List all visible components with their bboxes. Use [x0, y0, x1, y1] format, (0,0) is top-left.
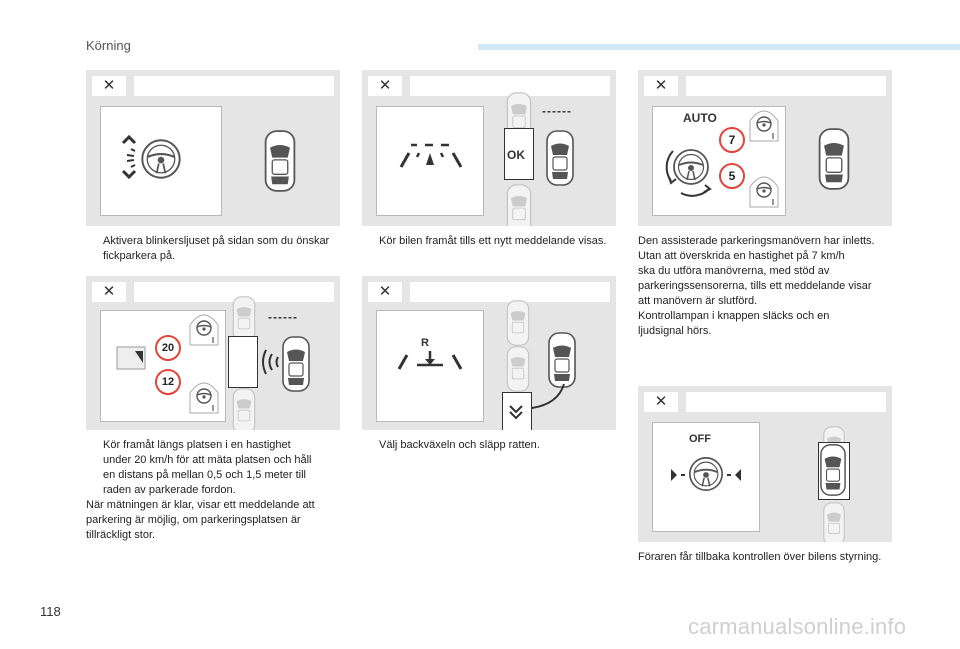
parked-car-icon: [506, 184, 532, 226]
instruction-step-3: [86, 438, 348, 498]
ok-label: OK: [507, 148, 525, 162]
page-number: 118: [40, 604, 61, 619]
measurement-dashes: ------: [268, 310, 298, 324]
car-icon: [264, 130, 296, 192]
text-line: under 20 km/h för att mäta platsen och håll: [103, 454, 312, 466]
panel-header: [638, 386, 892, 420]
text-line: ska du utföra manövrerna, med stöd av: [638, 265, 830, 277]
text-line: parkering är möjlig, om parkeringsplatsen är: [86, 514, 301, 526]
instruction-step-4: [362, 438, 616, 453]
car-icon: [548, 332, 576, 388]
close-icon: ✕: [92, 282, 126, 302]
mirror-icon: [115, 343, 149, 373]
watermark: carmanualsonline.info: [688, 614, 907, 639]
parked-car-icon: [232, 388, 256, 430]
speed-value: 12: [161, 376, 175, 388]
illustration-panel-3: [638, 70, 892, 226]
illustration-panel-1: [86, 70, 340, 226]
speed-value: 20: [161, 342, 175, 354]
chevron-down-icon: [508, 402, 524, 422]
close-icon: ✕: [92, 76, 126, 96]
step-text: Välj backväxeln och släpp ratten.: [379, 439, 540, 451]
off-label: OFF: [689, 433, 711, 445]
reverse-gear-label: R: [421, 337, 429, 349]
car-icon: [818, 128, 850, 190]
speed-value: 5: [728, 169, 736, 183]
speed-badge: [719, 163, 745, 189]
display-screen: [652, 106, 786, 216]
sensor-icon: [187, 311, 221, 351]
parking-slot: [228, 336, 258, 388]
measurement-dashes: ------: [542, 104, 572, 118]
sensor-icon: [187, 379, 221, 419]
panel-header: [638, 70, 892, 104]
parking-scene: [798, 110, 888, 226]
parked-car-icon: [822, 502, 846, 542]
text-line: När mätningen är klar, visar ett meddelande att: [86, 499, 315, 511]
parking-scene: [490, 298, 612, 430]
text-line: Utan att överskrida en hastighet på 7 km/h: [638, 250, 845, 262]
display-screen: [376, 106, 484, 216]
text-line: Föraren får tillbaka kontrollen över bilens styrning.: [638, 551, 882, 563]
illustration-panel-6: [638, 386, 892, 542]
car-icon: [282, 336, 310, 392]
released-wheel-icon: [653, 451, 759, 521]
parking-scene: [490, 92, 612, 226]
text-line: en distans på mellan 0,5 och 1,5 meter till: [103, 469, 307, 481]
parking-scene: [798, 426, 888, 542]
reverse-lane-icon: [377, 311, 483, 421]
text-line: Den assisterade parkeringsmanövern har inletts.: [638, 235, 875, 247]
text-line: raden av parkerade fordon.: [103, 484, 236, 496]
speed-badge: [719, 127, 745, 153]
illustration-panel-5: [362, 276, 616, 430]
close-icon: ✕: [368, 76, 402, 96]
sensor-icon: [747, 107, 781, 147]
step-text: Aktivera blinkersljuset på sidan som du önskar fickparkera på.: [103, 235, 330, 262]
speed-badge: [155, 369, 181, 395]
speed-badge: [155, 335, 181, 361]
speed-value: 7: [728, 133, 736, 147]
measurement-info: [86, 498, 348, 543]
display-screen: [376, 310, 484, 422]
message-field: [686, 76, 886, 96]
final-info: [638, 550, 900, 565]
text-line: Kontrollampan i knappen släcks och en: [638, 310, 830, 322]
section-title: Körning: [86, 38, 131, 53]
manoeuvre-info: [638, 234, 900, 339]
close-icon: ✕: [644, 76, 678, 96]
display-screen: [100, 310, 226, 422]
text-line: ljudsignal hörs.: [638, 325, 712, 337]
parking-scene: [246, 110, 336, 226]
parking-scene: [228, 296, 338, 430]
sensor-icon: [747, 173, 781, 213]
instruction-step-1: [86, 234, 340, 264]
lane-markings-icon: [377, 107, 483, 215]
car-icon: [546, 130, 574, 186]
panel-header: [86, 70, 340, 104]
illustration-panel-2: [362, 70, 616, 226]
car-icon: [820, 444, 846, 496]
message-field: [686, 392, 886, 412]
instruction-step-2: [362, 234, 616, 249]
section-bar: [478, 44, 960, 50]
text-line: Kör framåt längs platsen i en hastighet: [103, 439, 291, 451]
message-field: [134, 76, 334, 96]
close-icon: ✕: [644, 392, 678, 412]
display-screen: [652, 422, 760, 532]
text-line: tillräckligt stor.: [86, 529, 156, 541]
close-icon: ✕: [368, 282, 402, 302]
parked-car-icon: [506, 300, 530, 346]
display-screen: [100, 106, 222, 216]
text-line: parkeringssensorerna, tills ett meddelande visar: [638, 280, 872, 292]
text-line: att manövern är slutförd.: [638, 295, 758, 307]
steering-signal-icon: [101, 107, 221, 215]
step-text: Kör bilen framåt tills ett nytt meddelande visas.: [379, 235, 607, 247]
rotating-wheel-icon: [661, 137, 721, 197]
illustration-panel-4: [86, 276, 340, 430]
sensor-waves-icon: [258, 344, 282, 380]
auto-label: AUTO: [683, 111, 717, 125]
